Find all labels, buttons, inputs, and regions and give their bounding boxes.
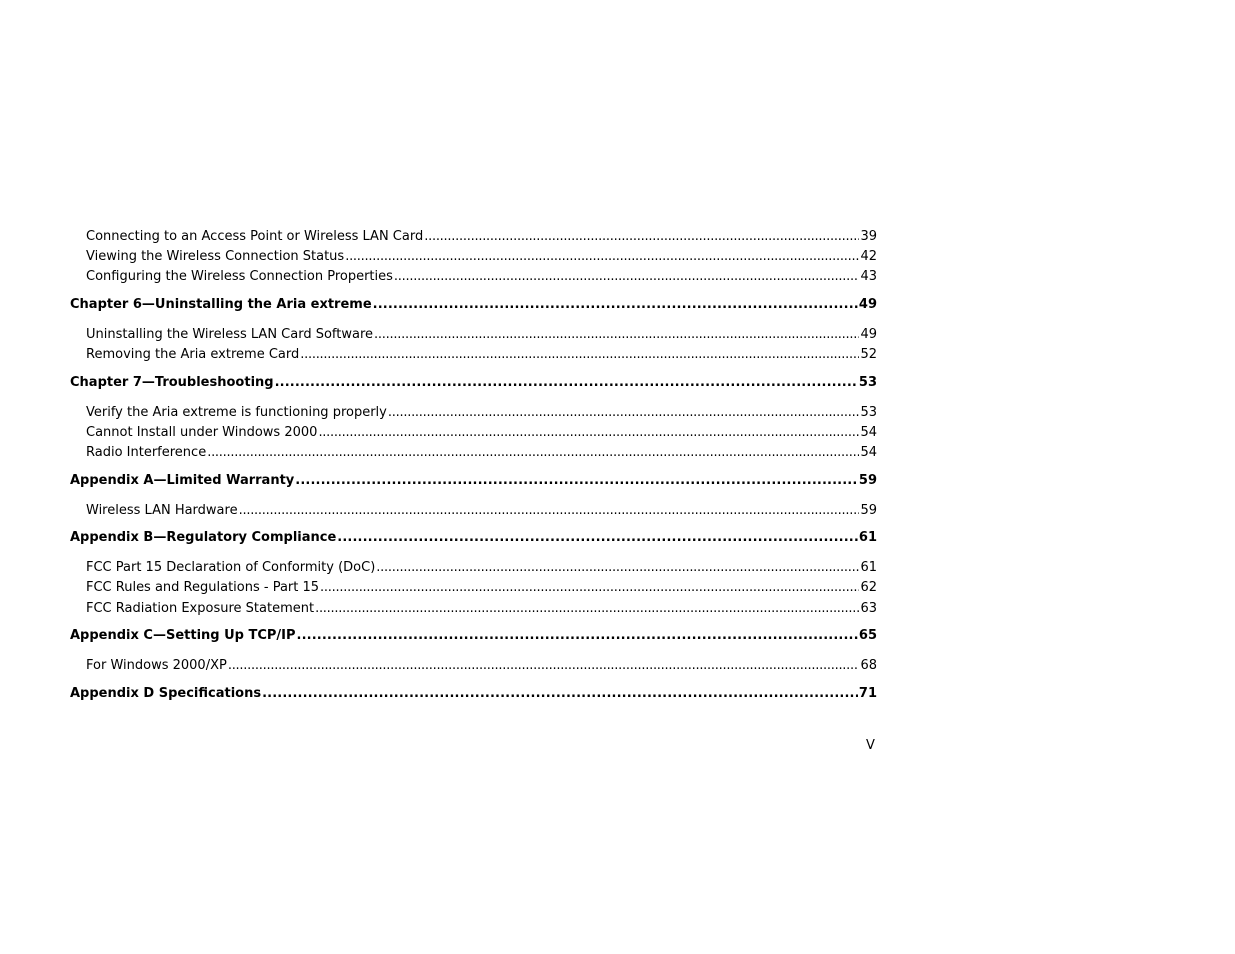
toc-dot-leader: [300, 346, 859, 364]
toc-entry-title: For Windows 2000/XP: [86, 658, 227, 673]
toc-chapter-page: 71: [858, 686, 877, 701]
toc-entry-title: Radio Interference: [86, 445, 207, 460]
toc-entry: [86, 326, 877, 344]
toc-entry-title: FCC Rules and Regulations - Part 15: [86, 580, 320, 595]
toc-dot-leader: [295, 472, 858, 490]
toc-dot-leader: [297, 627, 858, 645]
toc-dot-leader: [239, 502, 860, 520]
toc-chapter-page: 65: [858, 628, 877, 643]
toc-entry-page: 62: [860, 580, 877, 595]
toc-dot-leader: [373, 296, 858, 314]
toc-dot-leader: [394, 268, 860, 286]
toc-chapter-page: 49: [858, 297, 877, 312]
toc-entry-title: Viewing the Wireless Connection Status: [86, 249, 345, 264]
toc-entry: [86, 579, 877, 597]
toc-chapter-entry: [70, 374, 877, 392]
toc-entry-title: Removing the Aria extreme Card: [86, 347, 300, 362]
toc-chapter-title: Chapter 6—Uninstalling the Aria extreme: [70, 297, 372, 312]
toc-dot-leader: [262, 685, 858, 703]
toc-entry-page: 53: [860, 405, 877, 420]
toc-chapter-entry: [70, 296, 877, 314]
toc-chapter-title: Appendix C—Setting Up TCP/IP: [70, 628, 296, 643]
toc-entry: [86, 248, 877, 266]
toc-chapter-entry: [70, 627, 877, 645]
toc-chapter-entry: [70, 529, 877, 547]
toc-entry-page: 54: [860, 445, 877, 460]
toc-chapter-page: 53: [858, 375, 877, 390]
toc-dot-leader: [424, 228, 859, 246]
toc-chapter-entry: [70, 685, 877, 703]
toc-dot-leader: [374, 326, 859, 344]
toc-chapter-page: 59: [858, 473, 877, 488]
toc-chapter-title: Chapter 7—Troubleshooting: [70, 375, 274, 390]
toc-dot-leader: [388, 404, 860, 422]
toc-entry-title: Wireless LAN Hardware: [86, 503, 238, 518]
toc-entry-page: 61: [860, 560, 877, 575]
toc-entry-title: FCC Part 15 Declaration of Conformity (DoC): [86, 560, 376, 575]
toc-entry: [86, 502, 877, 520]
toc-chapter-entry: [70, 472, 877, 490]
toc-entry-page: 59: [860, 503, 877, 518]
toc-entry-page: 63: [860, 601, 877, 616]
toc-chapter-title: Appendix A—Limited Warranty: [70, 473, 295, 488]
toc-entry: [86, 600, 877, 618]
toc-dot-leader: [318, 424, 859, 442]
toc-entry: [86, 346, 877, 364]
toc-dot-leader: [275, 374, 858, 392]
toc-entry-title: FCC Radiation Exposure Statement: [86, 601, 315, 616]
toc-entry: [86, 404, 877, 422]
toc-entry-page: 39: [860, 229, 877, 244]
toc-entry: [86, 268, 877, 286]
toc-chapter-title: Appendix B—Regulatory Compliance: [70, 530, 337, 545]
toc-entry-page: 52: [860, 347, 877, 362]
toc-entry-title: Verify the Aria extreme is functioning properly: [86, 405, 387, 420]
toc-dot-leader: [376, 559, 859, 577]
toc-entry: [86, 559, 877, 577]
toc-entry-page: 49: [860, 327, 877, 342]
toc-entry: [86, 424, 877, 442]
toc-dot-leader: [315, 600, 859, 618]
toc-dot-leader: [207, 444, 859, 462]
toc-dot-leader: [345, 248, 859, 266]
toc-chapter-title: Appendix D Specifications: [70, 686, 262, 701]
toc-dot-leader: [228, 657, 860, 675]
toc-dot-leader: [320, 579, 859, 597]
toc-entry: [86, 228, 877, 246]
toc-entry-title: Cannot Install under Windows 2000: [86, 425, 318, 440]
toc-dot-leader: [337, 529, 858, 547]
toc-entry-title: Uninstalling the Wireless LAN Card Software: [86, 327, 374, 342]
toc-entry-page: 68: [860, 658, 877, 673]
toc-entry-title: Configuring the Wireless Connection Properties: [86, 269, 393, 284]
toc-entry-page: 42: [860, 249, 877, 264]
page-number: V: [866, 738, 875, 753]
toc-entry-page: 54: [860, 425, 877, 440]
toc-chapter-page: 61: [858, 530, 877, 545]
toc-entry-page: 43: [860, 269, 877, 284]
toc-entry: [86, 657, 877, 675]
toc-entry-title: Connecting to an Access Point or Wireless LAN Card: [86, 229, 424, 244]
toc-entry: [86, 444, 877, 462]
